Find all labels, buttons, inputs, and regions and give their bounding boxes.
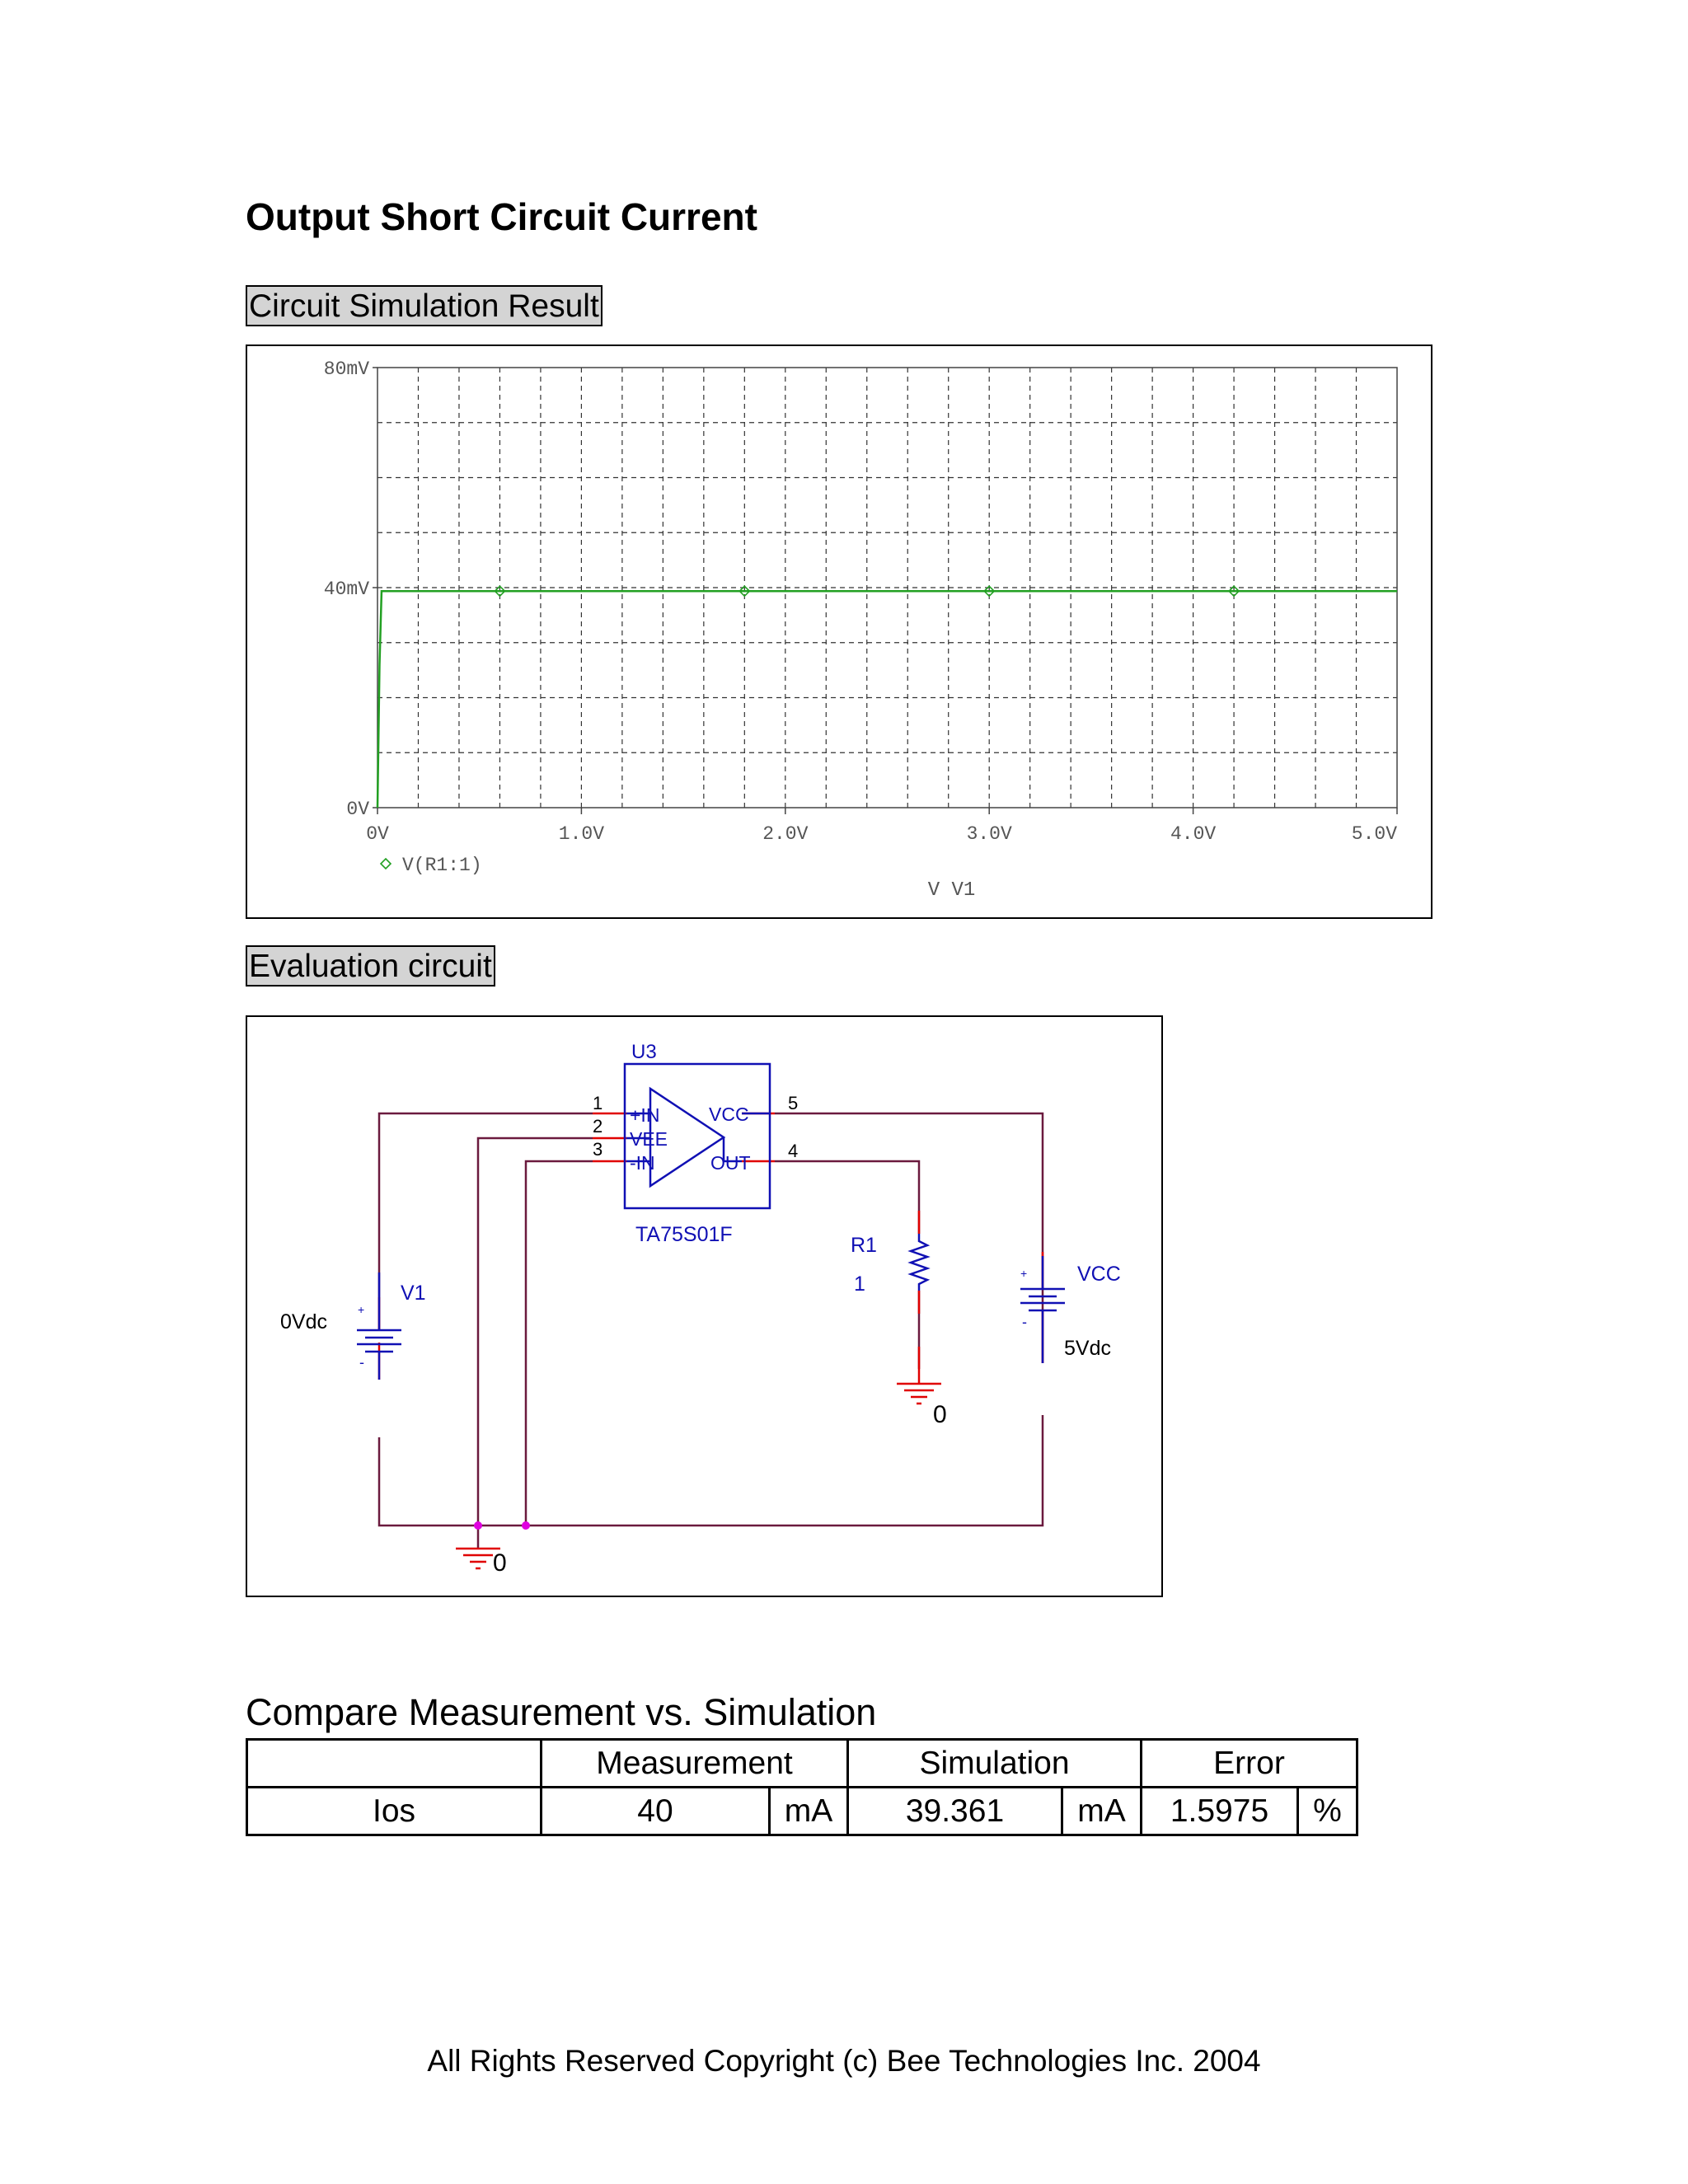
x-axis-label: V V1 [927,879,976,902]
cell-simulation: 39.361 [848,1788,1062,1835]
pin-name-vcc: VCC [709,1104,749,1125]
pin-number-5: 5 [788,1093,799,1113]
cell-error: 1.5975 [1142,1788,1298,1835]
header-error: Error [1142,1740,1357,1788]
x-tick-label: 5.0V [1351,823,1397,845]
series-line [377,591,1397,808]
ic-ref-label: U3 [631,1041,657,1063]
junction-dot [474,1521,482,1530]
r1-value-label: 1 [854,1272,865,1296]
ic-part-label: TA75S01F [635,1223,733,1246]
cell-simulation-unit: mA [1062,1788,1142,1835]
ground-label-main: 0 [493,1549,507,1577]
ground-label-r1: 0 [933,1401,947,1428]
cell-error-unit: % [1298,1788,1357,1835]
header-blank [247,1740,542,1788]
vcc-minus: - [1022,1314,1027,1330]
vcc-value-label: 5Vdc [1064,1337,1111,1360]
circuit-schematic [247,1017,1161,1596]
v1-value-label: 0Vdc [280,1310,327,1333]
pin-name-plus-in: +IN [630,1104,660,1126]
r1-resistor [911,1234,927,1291]
legend-marker [381,859,391,869]
page-title: Output Short Circuit Current [246,195,757,238]
header-simulation: Simulation [848,1740,1142,1788]
vcc-plus: + [1020,1267,1028,1280]
compare-heading: Compare Measurement vs. Simulation [246,1691,877,1733]
simulation-section-label: Circuit Simulation Result [246,285,603,326]
pin-name-vee: VEE [630,1128,668,1150]
x-tick-label: 2.0V [762,823,809,845]
y-tick-label: 40mV [323,579,369,600]
junction-dot [522,1521,530,1530]
ground-symbol-r1 [897,1380,941,1404]
x-tick-label: 0V [366,823,389,845]
v1-name-label: V1 [401,1282,426,1305]
cell-measurement: 40 [542,1788,770,1835]
x-tick-label: 3.0V [966,823,1012,845]
y-tick-label: 80mV [323,359,369,380]
wires [379,1113,1043,1549]
header-measurement: Measurement [542,1740,848,1788]
pin-number-3: 3 [593,1139,603,1160]
pin-number-1: 1 [593,1093,603,1113]
simulation-chart [246,344,1432,919]
table-header-row [247,1740,1357,1788]
evaluation-section-label: Evaluation circuit [246,945,495,987]
table-row [247,1788,1357,1835]
pin-name-out: OUT [710,1152,751,1174]
vcc-name-label: VCC [1077,1263,1121,1286]
x-tick-label: 4.0V [1170,823,1217,845]
y-tick-label: 0V [346,799,369,820]
wire-vcc [775,1113,1043,1363]
comparison-table [246,1738,1358,1836]
v1-minus: - [359,1354,364,1371]
pin-name-minus-in: -IN [630,1152,655,1174]
wire-vee [478,1138,593,1526]
chart-svg [247,346,1431,917]
copyright-footer: All Rights Reserved Copyright (c) Bee Technologies Inc. 2004 [427,2044,1261,2078]
cell-param: Ios [247,1788,542,1835]
wire-out [775,1161,919,1234]
legend-label: V(R1:1) [402,855,482,876]
v1-plus: + [358,1303,365,1316]
x-tick-label: 1.0V [558,823,605,845]
cell-measurement-unit: mA [770,1788,848,1835]
wire-minus-in [526,1161,593,1526]
r1-name-label: R1 [851,1234,877,1257]
pin-number-4: 4 [788,1141,799,1161]
pin-number-2: 2 [593,1116,603,1137]
evaluation-circuit [246,1015,1163,1597]
